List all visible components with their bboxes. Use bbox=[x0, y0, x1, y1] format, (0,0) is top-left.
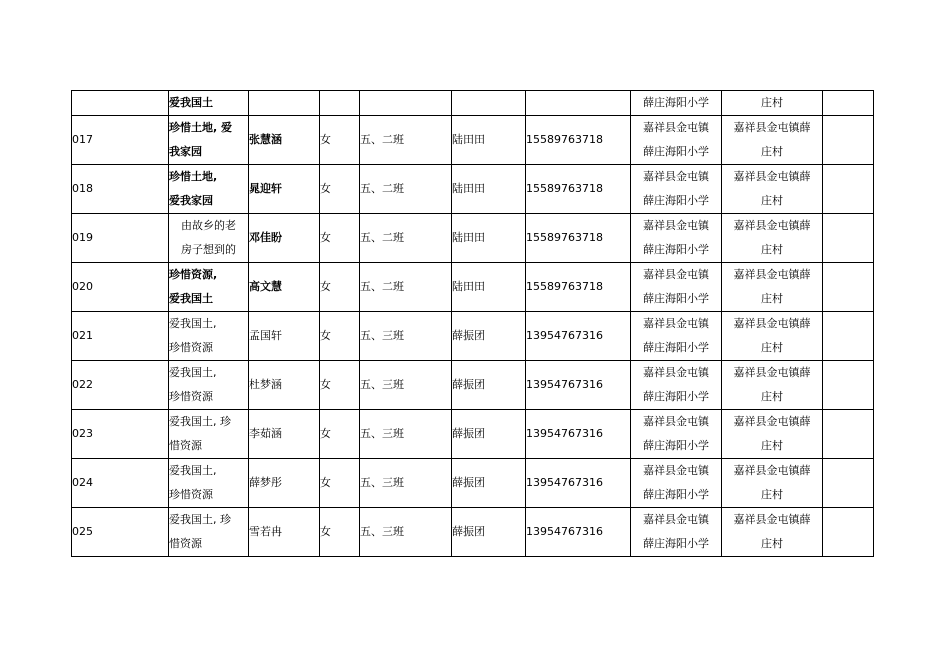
number-cell: 025 bbox=[72, 508, 169, 557]
title-cell bbox=[169, 116, 249, 165]
title-line: 爱我国土, bbox=[169, 464, 217, 477]
blank-cell bbox=[823, 459, 874, 508]
school-line: 薛庄海阳小学 bbox=[643, 390, 709, 403]
phone-cell: 13954767316 bbox=[526, 312, 631, 361]
sex-cell: 女 bbox=[320, 361, 360, 410]
sex-cell: 女 bbox=[320, 116, 360, 165]
address-cell bbox=[722, 312, 823, 361]
teacher-cell: 薛振团 bbox=[452, 361, 526, 410]
name-cell: 张慧涵 bbox=[249, 116, 320, 165]
address-line: 嘉祥县金屯镇薛 bbox=[733, 219, 811, 232]
address-cell bbox=[722, 361, 823, 410]
address-line: 嘉祥县金屯镇薛 bbox=[733, 513, 811, 526]
school-line: 嘉祥县金屯镇 bbox=[643, 268, 709, 281]
class-cell: 五、二班 bbox=[360, 165, 452, 214]
title-line: 珍惜资源, bbox=[169, 268, 218, 281]
sex-cell bbox=[320, 91, 360, 116]
title-line: 珍惜土地, 爱 bbox=[169, 121, 233, 134]
title-line: 爱我国土, bbox=[169, 317, 217, 330]
name-cell: 晁迎轩 bbox=[249, 165, 320, 214]
table-row bbox=[72, 459, 874, 508]
school-line: 薛庄海阳小学 bbox=[643, 145, 709, 158]
address-line: 庄村 bbox=[761, 96, 783, 109]
title-cell bbox=[169, 91, 249, 116]
teacher-cell: 薛振团 bbox=[452, 459, 526, 508]
address-cell bbox=[722, 508, 823, 557]
number-cell: 023 bbox=[72, 410, 169, 459]
teacher-cell: 陆田田 bbox=[452, 263, 526, 312]
class-cell: 五、三班 bbox=[360, 508, 452, 557]
phone-cell: 13954767316 bbox=[526, 410, 631, 459]
address-line: 嘉祥县金屯镇薛 bbox=[733, 170, 811, 183]
title-cell bbox=[169, 410, 249, 459]
blank-cell bbox=[823, 165, 874, 214]
number-cell bbox=[72, 91, 169, 116]
table-row bbox=[72, 263, 874, 312]
address-line: 嘉祥县金屯镇薛 bbox=[733, 317, 811, 330]
blank-cell bbox=[823, 410, 874, 459]
blank-cell bbox=[823, 214, 874, 263]
name-cell: 雪若冉 bbox=[249, 508, 320, 557]
address-line: 庄村 bbox=[761, 390, 783, 403]
title-cell bbox=[169, 459, 249, 508]
teacher-cell: 陆田田 bbox=[452, 214, 526, 263]
teacher-cell: 陆田田 bbox=[452, 116, 526, 165]
name-cell: 李茹涵 bbox=[249, 410, 320, 459]
address-line: 庄村 bbox=[761, 341, 783, 354]
name-cell bbox=[249, 91, 320, 116]
entries-table bbox=[71, 90, 874, 557]
blank-cell bbox=[823, 263, 874, 312]
school-cell bbox=[631, 361, 722, 410]
sex-cell: 女 bbox=[320, 312, 360, 361]
school-cell bbox=[631, 459, 722, 508]
title-line: 珍惜资源 bbox=[169, 488, 213, 501]
name-cell: 杜梦涵 bbox=[249, 361, 320, 410]
school-cell bbox=[631, 312, 722, 361]
school-line: 薛庄海阳小学 bbox=[643, 194, 709, 207]
school-line: 嘉祥县金屯镇 bbox=[643, 415, 709, 428]
school-line: 薛庄海阳小学 bbox=[643, 292, 709, 305]
name-cell: 薛梦彤 bbox=[249, 459, 320, 508]
sex-cell: 女 bbox=[320, 165, 360, 214]
phone-cell: 13954767316 bbox=[526, 508, 631, 557]
school-line: 嘉祥县金屯镇 bbox=[643, 170, 709, 183]
table-row bbox=[72, 214, 874, 263]
title-line: 珍惜资源 bbox=[169, 390, 213, 403]
address-cell bbox=[722, 214, 823, 263]
number-cell: 020 bbox=[72, 263, 169, 312]
class-cell: 五、二班 bbox=[360, 214, 452, 263]
title-line: 爱我家园 bbox=[169, 194, 213, 207]
address-line: 庄村 bbox=[761, 194, 783, 207]
name-cell: 邓佳盼 bbox=[249, 214, 320, 263]
title-line: 爱我国土, bbox=[169, 366, 217, 379]
address-cell bbox=[722, 263, 823, 312]
school-cell bbox=[631, 91, 722, 116]
phone-cell: 13954767316 bbox=[526, 459, 631, 508]
address-cell bbox=[722, 116, 823, 165]
school-line: 薛庄海阳小学 bbox=[643, 488, 709, 501]
address-line: 嘉祥县金屯镇薛 bbox=[733, 415, 811, 428]
class-cell: 五、二班 bbox=[360, 116, 452, 165]
table-row bbox=[72, 312, 874, 361]
school-line: 薛庄海阳小学 bbox=[643, 243, 709, 256]
address-line: 嘉祥县金屯镇薛 bbox=[733, 268, 811, 281]
teacher-cell: 薛振团 bbox=[452, 312, 526, 361]
phone-cell: 15589763718 bbox=[526, 165, 631, 214]
class-cell: 五、三班 bbox=[360, 361, 452, 410]
title-cell bbox=[169, 361, 249, 410]
address-line: 庄村 bbox=[761, 439, 783, 452]
name-cell: 高文慧 bbox=[249, 263, 320, 312]
school-line: 薛庄海阳小学 bbox=[643, 537, 709, 550]
phone-cell bbox=[526, 91, 631, 116]
name-cell: 孟国轩 bbox=[249, 312, 320, 361]
number-cell: 019 bbox=[72, 214, 169, 263]
address-line: 庄村 bbox=[761, 537, 783, 550]
school-line: 嘉祥县金屯镇 bbox=[643, 219, 709, 232]
blank-cell bbox=[823, 312, 874, 361]
number-cell: 017 bbox=[72, 116, 169, 165]
blank-cell bbox=[823, 508, 874, 557]
school-line: 嘉祥县金屯镇 bbox=[643, 366, 709, 379]
title-cell bbox=[169, 312, 249, 361]
school-line: 薛庄海阳小学 bbox=[643, 96, 709, 109]
address-line: 嘉祥县金屯镇薛 bbox=[733, 121, 811, 134]
number-cell: 024 bbox=[72, 459, 169, 508]
table-row bbox=[72, 91, 874, 116]
address-line: 嘉祥县金屯镇薛 bbox=[733, 464, 811, 477]
title-line: 爱我国土, 珍 bbox=[169, 415, 231, 428]
title-line: 惜资源 bbox=[169, 537, 202, 550]
address-cell bbox=[722, 165, 823, 214]
title-line: 珍惜土地, bbox=[169, 170, 218, 183]
number-cell: 022 bbox=[72, 361, 169, 410]
school-line: 嘉祥县金屯镇 bbox=[643, 317, 709, 330]
number-cell: 018 bbox=[72, 165, 169, 214]
teacher-cell bbox=[452, 91, 526, 116]
school-line: 薛庄海阳小学 bbox=[643, 341, 709, 354]
title-line: 爱我国土, 珍 bbox=[169, 513, 231, 526]
class-cell bbox=[360, 91, 452, 116]
title-line: 我家园 bbox=[169, 145, 202, 158]
class-cell: 五、三班 bbox=[360, 312, 452, 361]
table-row bbox=[72, 361, 874, 410]
school-line: 薛庄海阳小学 bbox=[643, 439, 709, 452]
teacher-cell: 陆田田 bbox=[452, 165, 526, 214]
sex-cell: 女 bbox=[320, 214, 360, 263]
sex-cell: 女 bbox=[320, 410, 360, 459]
sex-cell: 女 bbox=[320, 508, 360, 557]
address-line: 嘉祥县金屯镇薛 bbox=[733, 366, 811, 379]
title-line: 爱我国土 bbox=[169, 96, 213, 109]
school-cell bbox=[631, 165, 722, 214]
title-cell bbox=[169, 165, 249, 214]
table-row bbox=[72, 508, 874, 557]
school-cell bbox=[631, 410, 722, 459]
school-line: 嘉祥县金屯镇 bbox=[643, 121, 709, 134]
title-line: 爱我国土 bbox=[169, 292, 213, 305]
address-line: 庄村 bbox=[761, 243, 783, 256]
phone-cell: 15589763718 bbox=[526, 263, 631, 312]
address-cell bbox=[722, 459, 823, 508]
sex-cell: 女 bbox=[320, 459, 360, 508]
address-cell bbox=[722, 410, 823, 459]
class-cell: 五、三班 bbox=[360, 410, 452, 459]
phone-cell: 13954767316 bbox=[526, 361, 631, 410]
address-line: 庄村 bbox=[761, 488, 783, 501]
title-cell bbox=[169, 214, 249, 263]
blank-cell bbox=[823, 361, 874, 410]
table-row bbox=[72, 410, 874, 459]
blank-cell bbox=[823, 91, 874, 116]
title-line: 珍惜资源 bbox=[169, 341, 213, 354]
title-cell bbox=[169, 508, 249, 557]
title-line: 惜资源 bbox=[169, 439, 202, 452]
teacher-cell: 薛振团 bbox=[452, 410, 526, 459]
school-cell bbox=[631, 116, 722, 165]
address-line: 庄村 bbox=[761, 292, 783, 305]
class-cell: 五、二班 bbox=[360, 263, 452, 312]
table-row bbox=[72, 116, 874, 165]
title-line: 由故乡的老 bbox=[181, 219, 236, 232]
address-line: 庄村 bbox=[761, 145, 783, 158]
school-cell bbox=[631, 263, 722, 312]
phone-cell: 15589763718 bbox=[526, 214, 631, 263]
school-cell bbox=[631, 508, 722, 557]
school-line: 嘉祥县金屯镇 bbox=[643, 464, 709, 477]
address-cell bbox=[722, 91, 823, 116]
title-line: 房子想到的 bbox=[181, 243, 236, 256]
phone-cell: 15589763718 bbox=[526, 116, 631, 165]
sex-cell: 女 bbox=[320, 263, 360, 312]
teacher-cell: 薛振团 bbox=[452, 508, 526, 557]
class-cell: 五、三班 bbox=[360, 459, 452, 508]
school-cell bbox=[631, 214, 722, 263]
number-cell: 021 bbox=[72, 312, 169, 361]
table-row bbox=[72, 165, 874, 214]
title-cell bbox=[169, 263, 249, 312]
school-line: 嘉祥县金屯镇 bbox=[643, 513, 709, 526]
blank-cell bbox=[823, 116, 874, 165]
